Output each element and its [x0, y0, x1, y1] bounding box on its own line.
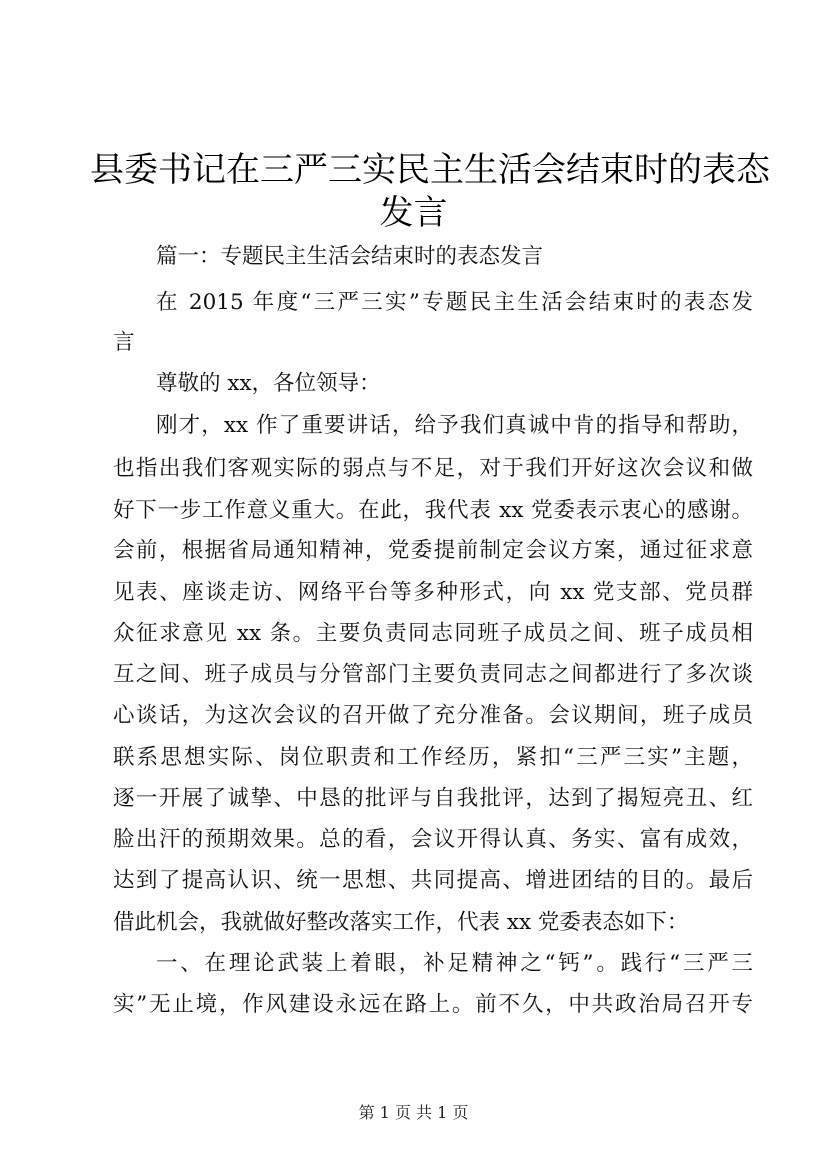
paragraph-line: 见表、座谈走访、网络平台等多种形式，向 xx 党支部、党员群 — [113, 580, 753, 605]
paragraph-line: 实”无止境，作风建设永远在路上。前不久，中共政治局召开专 — [113, 992, 753, 1017]
salutation: 尊敬的 xx，各位领导： — [156, 371, 381, 396]
paragraph-line: 联系思想实际、岗位职责和工作经历，紧扣“三严三实”主题， — [113, 745, 753, 770]
paragraph-line: 刚才，xx 作了重要讲话，给予我们真诚中肯的指导和帮助， — [156, 413, 753, 438]
paragraph-line: 脸出汗的预期效果。总的看，会议开得认真、务实、富有成效， — [113, 827, 753, 852]
paragraph-line: 心谈话，为这次会议的召开做了充分准备。会议期间，班子成员 — [113, 703, 753, 728]
page-footer: 第 1 页 共 1 页 — [358, 1103, 469, 1122]
paragraph-line: 众征求意见 xx 条。主要负责同志同班子成员之间、班子成员相 — [113, 621, 753, 646]
paragraph-line: 会前，根据省局通知精神，党委提前制定会议方案，通过征求意 — [113, 538, 753, 563]
paragraph-line: 言 — [113, 330, 135, 355]
paragraph-line: 借此机会，我就做好整改落实工作，代表 xx 党委表态如下： — [113, 910, 689, 935]
paragraph-line: 逐一开展了诚挚、中恳的批评与自我批评，达到了揭短亮丑、红 — [113, 786, 753, 811]
paragraph-line: 达到了提高认识、统一思想、共同提高、增进团结的目的。最后 — [113, 868, 753, 893]
paragraph-line: 也指出我们客观实际的弱点与不足，对于我们开好这次会议和做 — [113, 456, 753, 481]
document-title-line-2: 发言 — [379, 193, 448, 233]
paragraph-line: 好下一步工作意义重大。在此，我代表 xx 党委表示衷心的感谢。 — [113, 498, 753, 523]
document-title-line-1: 县委书记在三严三实民主生活会结束时的表态 — [90, 150, 770, 190]
paragraph-line: 互之间、班子成员与分管部门主要负责同志之间都进行了多次谈 — [113, 662, 753, 687]
paragraph-line: 一、在理论武装上着眼，补足精神之“钙”。践行“三严三 — [156, 951, 753, 976]
section-heading: 篇一：专题民主生活会结束时的表态发言 — [156, 244, 544, 269]
paragraph-line: 在 2015 年度“三严三实”专题民主生活会结束时的表态发 — [156, 290, 753, 315]
